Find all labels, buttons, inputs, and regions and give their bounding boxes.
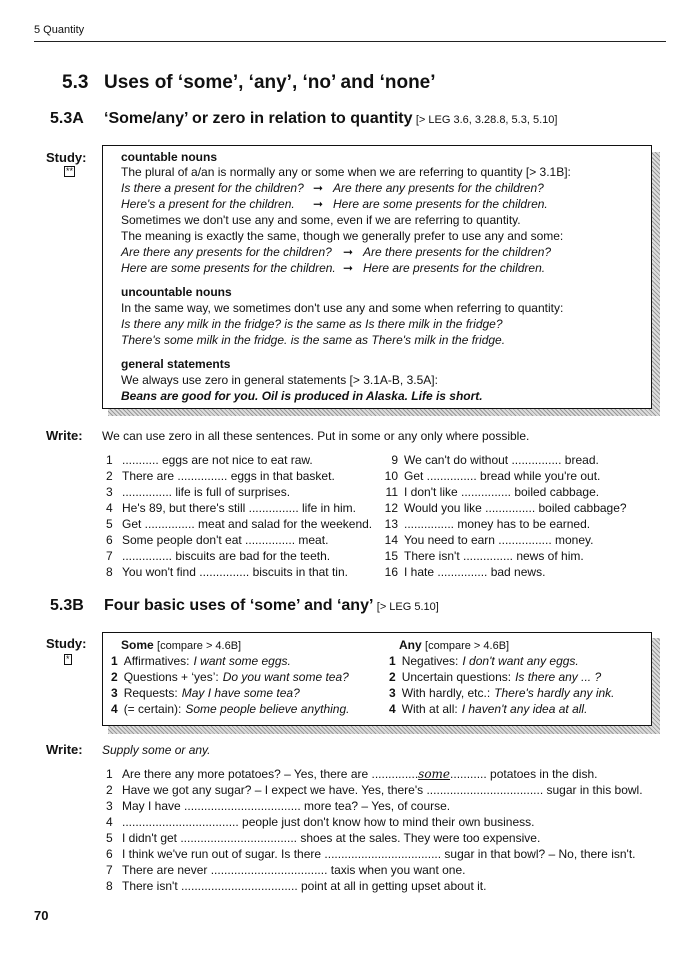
exercise-text[interactable]: You won't find ............... biscuits in that tin. [122,565,348,579]
exercise-item [376,485,599,499]
exercise-item [106,767,597,781]
any-heading-label: Any [399,638,422,652]
exercise-number: 16 [384,565,398,579]
exercise-text[interactable]: He's 89, but there's still ............... life in him. [122,501,356,515]
some-use-row [111,686,300,700]
exercise-text[interactable]: ........... eggs are not nice to eat raw. [122,453,313,467]
some-use-label: Requests: [123,686,178,700]
box-a-example-right: Are there any presents for the children? [333,181,544,195]
exercise-text-after: ........... potatoes in the dish. [450,767,598,781]
some-use-number: 2 [111,670,118,684]
any-use-label: Uncertain questions: [401,670,512,684]
exercise-text[interactable]: May I have ................................... more tea? – Yes, of course. [122,799,451,813]
box-a-example-right: Are there presents for the children? [363,245,552,259]
write-label-b: Write: [46,742,83,757]
running-header: 5 Quantity [34,24,85,36]
subsection-a-title: ‘Some/any’ or zero in relation to quantity [104,110,413,127]
exercise-number: 3 [106,485,113,499]
subsection-b-number: 5.3B [50,597,84,614]
write-label-a: Write: [46,428,83,443]
exercise-number: 15 [384,549,398,563]
box-a-heading-countable: countable nouns [121,150,217,164]
subsection-b-ref: [> LEG 5.10] [376,601,439,613]
any-heading-ref: [compare > 4.6B] [425,640,510,652]
exercise-item [376,517,590,531]
exercise-text[interactable]: I hate ............... bad news. [404,565,546,579]
exercise-number: 9 [391,453,398,467]
any-use-number: 2 [389,670,396,684]
exercise-item [106,831,540,845]
exercise-item [106,549,330,563]
exercise-item [106,815,534,829]
exercise-item [106,485,290,499]
difficulty-stars-a: ** [66,166,74,176]
some-use-example: Some people believe anything. [185,702,350,716]
exercise-item [106,847,636,861]
subsection-a-number: 5.3A [50,110,84,127]
some-heading-ref: [compare > 4.6B] [157,640,242,652]
exercise-text[interactable]: Some people don't eat ............... meat. [122,533,329,547]
exercise-text[interactable]: ............... biscuits are bad for the teeth. [122,549,331,563]
some-use-row [111,654,291,668]
exercise-number: 10 [384,469,398,483]
arrow-icon: ➞ [343,245,354,259]
section-number: 5.3 [62,72,89,93]
exercise-number: 8 [106,879,113,893]
any-use-row [389,670,601,684]
any-use-row [389,686,615,700]
box-a-line: Beans are good for you. Oil is produced in Alaska. Life is short. [121,389,483,403]
exercise-number: 6 [106,533,113,547]
subsection-a-ref: [> LEG 3.6, 3.28.8, 5.3, 5.10] [415,114,558,126]
exercise-item [376,533,593,547]
exercise-item [106,517,372,531]
box-a-line: There's some milk in the fridge. is the same as There's milk in the fridge. [121,333,506,347]
box-a-example-left: Are there any presents for the children? [121,245,332,259]
arrow-icon: ➞ [313,197,324,211]
exercise-text[interactable]: There isn't ............... news of him. [404,549,584,563]
exercise-item [106,879,486,893]
any-use-example: I haven't any idea at all. [461,702,588,716]
exercise-text[interactable]: I didn't get ................................... shoes at the sales. They were too expensive. [122,831,541,845]
subsection-b-heading [104,597,439,615]
some-heading [121,638,241,652]
some-heading-label: Some [121,638,154,652]
box-a-heading-uncountable: uncountable nouns [121,285,232,299]
some-use-number: 1 [111,654,118,668]
box-a-example-left: Here's a present for the children. [121,197,295,211]
box-a-example-right: Here are some presents for the children. [333,197,548,211]
header-rule [34,41,666,42]
exercise-text[interactable]: Have we got any sugar? – I expect we have. Yes, there's ................................... sugar in this bowl. [122,783,643,797]
exercise-text[interactable]: There are ............... eggs in that basket. [122,469,335,483]
any-use-row [389,702,587,716]
instruction-a: We can use zero in all these sentences. Put in some or any only where possible. [102,429,530,443]
difficulty-stars-b: * [66,654,70,664]
exercise-text[interactable]: Get ............... bread while you're out. [404,469,601,483]
any-use-example: There's hardly any ink. [494,686,615,700]
exercise-number: 2 [106,469,113,483]
exercise-number: 4 [106,815,113,829]
exercise-text[interactable]: There isn't ................................... point at all in getting upset about it. [122,879,487,893]
exercise-number: 5 [106,517,113,531]
exercise-item [376,565,545,579]
subsection-a-heading [104,110,557,128]
any-use-label: Negatives: [401,654,459,668]
exercise-item [106,533,328,547]
any-use-number: 1 [389,654,396,668]
exercise-text[interactable]: I think we've run out of sugar. Is there ................................... sugar in that bowl? – No, there isn't. [122,847,636,861]
exercise-text[interactable]: Would you like ............... boiled cabbage? [404,501,627,515]
exercise-number: 6 [106,847,113,861]
exercise-number: 14 [384,533,398,547]
any-use-label: With at all: [401,702,458,716]
any-use-example: I don't want any eggs. [462,654,579,668]
box-a-line: Is there any milk in the fridge? is the same as Is there milk in the fridge? [121,317,503,331]
study-box-b [102,632,652,726]
box-a-line: The meaning is exactly the same, though we generally prefer to use any and some: [121,229,564,243]
any-use-row [389,654,579,668]
exercise-text[interactable]: Are there any more potatoes? – Yes, there are .............. [122,767,419,781]
exercise-item [106,565,348,579]
box-a-example-right: Here are presents for the children. [363,261,546,275]
exercise-item [376,549,584,563]
exercise-number: 1 [106,453,113,467]
some-use-example: Do you want some tea? [222,670,349,684]
some-use-example: I want some eggs. [193,654,291,668]
exercise-item [376,469,600,483]
study-label-a: Study: [46,150,87,165]
section-title: Uses of ‘some’, ‘any’, ‘no’ and ‘none’ [104,72,436,93]
exercise-number: 13 [384,517,398,531]
exercise-item [376,453,599,467]
exercise-number: 5 [106,831,113,845]
any-use-example: Is there any ... ? [515,670,602,684]
page-number: 70 [34,908,49,923]
handwritten-answer: some [418,767,451,781]
box-a-line: In the same way, we sometimes don't use any and some when referring to quantity: [121,301,564,315]
some-use-number: 4 [111,702,118,716]
some-use-row [111,670,349,684]
some-use-row [111,702,350,716]
exercise-item [106,501,356,515]
exercise-item [376,501,627,515]
study-label-b: Study: [46,636,87,651]
exercise-number: 11 [385,485,398,499]
exercise-text[interactable]: There are never ................................... taxis when you want one. [122,863,466,877]
exercise-number: 1 [106,767,113,781]
exercise-number: 7 [106,863,113,877]
exercise-text[interactable]: ............... money has to be earned. [404,517,591,531]
box-a-example-left: Here are some presents for the children. [121,261,336,275]
box-a-line: Sometimes we don't use any and some, even if we are referring to quantity. [121,213,521,227]
arrow-icon: ➞ [313,181,324,195]
some-use-label: (= certain): [123,702,182,716]
study-box-a [102,145,652,409]
any-use-number: 3 [389,686,396,700]
exercise-number: 4 [106,501,113,515]
exercise-item [106,453,313,467]
some-use-label: Affirmatives: [123,654,190,668]
exercise-number: 7 [106,549,113,563]
instruction-b: Supply some or any. [102,743,211,757]
exercise-text[interactable]: I don't like ............... boiled cabbage. [404,485,600,499]
exercise-text[interactable]: You need to earn ................ money. [404,533,594,547]
exercise-item [106,863,465,877]
any-heading [399,638,509,652]
any-use-label: With hardly, etc.: [401,686,491,700]
any-use-number: 4 [389,702,396,716]
exercise-number: 8 [106,565,113,579]
exercise-text[interactable]: ............... life is full of surprises. [122,485,291,499]
box-a-line: We always use zero in general statements [> 3.1A-B, 3.5A]: [121,373,438,387]
exercise-item [106,469,335,483]
exercise-text[interactable]: ................................... people just don't know how to mind their own business. [122,815,535,829]
box-a-line: The plural of a/an is normally any or some when we are referring to quantity [> 3.1B]: [121,165,571,179]
exercise-item [106,799,450,813]
box-a-heading-general: general statements [121,357,231,371]
exercise-text[interactable]: Get ............... meat and salad for the weekend. [122,517,373,531]
some-use-label: Questions + ‘yes’: [123,670,219,684]
arrow-icon: ➞ [343,261,354,275]
exercise-number: 3 [106,799,113,813]
some-use-number: 3 [111,686,118,700]
exercise-number: 2 [106,783,113,797]
exercise-item [106,783,643,797]
some-use-example: May I have some tea? [181,686,300,700]
box-a-example-left: Is there a present for the children? [121,181,304,195]
exercise-number: 12 [384,501,398,515]
exercise-text[interactable]: We can't do without ............... bread. [404,453,599,467]
subsection-b-title: Four basic uses of ‘some’ and ‘any’ [104,597,374,614]
